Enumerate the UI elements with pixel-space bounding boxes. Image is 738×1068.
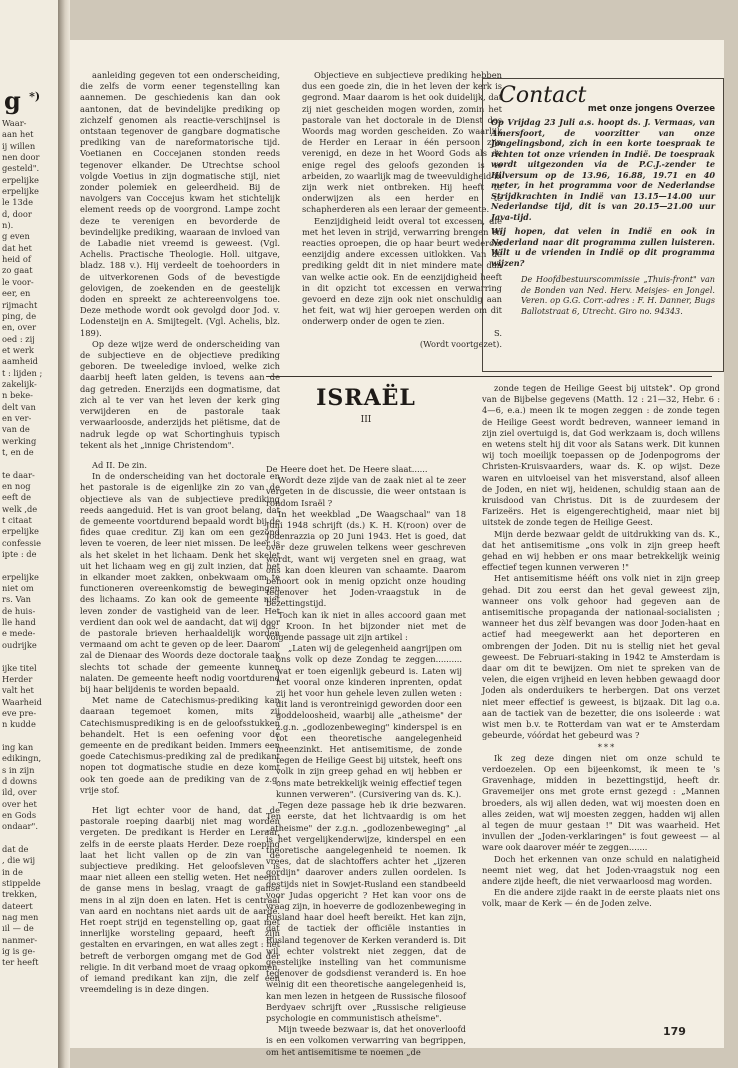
- paragraph: Doch het erkennen van onze schuld en nalatigheid neemt niet weg, dat het Joden-vraagstuk nog een andere zijde heeft, die niet verwaarloosd mag worden.: [482, 853, 720, 886]
- previous-page-text: Waar- aan het ij willen nen door gesteld". erpelijke erpelijke le 13de d, door n). g even dat het heid of zo gaat le voor- eer, en rijmacht ping, de en, over oed : zij et werk aamheid t : lijden ; zakelijk- n beke- delt van en ver- van de werking t, en de te daar- en nog eeft de welk ,de t citaat erpelijke confessie ipte : de erpelijke niet om rs. Van de huis- lle hand e mede- oudrijke ijke titel Herder valt het Waarheid eve pre- n kudde ing kan edikingn, s in zijn d downs ild, over over het en Gods ondaar". dat de , die wij in de stippelde trekken, dateert nag men ıil — de nanmer- ig is ge- ter heeft: [2, 118, 43, 968]
- paragraph: (Wordt voortgezet).: [419, 338, 502, 349]
- column-2: [302, 70, 502, 350]
- paragraph: Eenzijdigheid leidt overal tot excessen, die met het leven in strijd, verwarring brengen en reacties oproepen, die op haar beurt wederom eenzijdig andere excessen uitlokken. Van de prediking geldt dit in niet mindere mate dan van welke actie ook. En de eenzijdigheid heeft in dit opzicht tot excessen en verwarring gevoerd en deze zijn ook niet onschuldig aan het feit, wat wij hier geroepen werden om dit onderwerp onder de ogen te zien.: [302, 215, 502, 327]
- paragraph: Mijn tweede bezwaar is, dat het onoverloofd is en een volkomen verwarring van begrippen, om het antisemitisme te noemen „de: [266, 1024, 466, 1057]
- book-spine: [58, 0, 70, 1068]
- section-divider: [266, 376, 712, 377]
- paragraph: Ad II. De zin.: [92, 459, 147, 470]
- paragraph: Mijn derde bezwaar geldt de uitdrukking van ds. K., dat het antisemitisme „ons volk in zijn greep heeft gehad en wij hebben er ons maar betrekkelijk weinig effectief tegen kunnen verweren !": [482, 528, 720, 573]
- paragraph: aanleiding gegeven tot een onderscheiding, die zelfs de vorm eener tegenstelling kan aannemen. De geschiedenis kan dan ook aantonen, dat de bevindelijke prediking op zichzelf genomen als reactie-verschijnsel is ontstaan tegenover de gangbare dogmatische prediking van de nareformatorische tijd. Voetianen en Coccejanen stonden reeds tegenover elkander. De Utrechtse school volgde Voetius in zijn dogmatische stijl, niet zonder polemiek en geleerdheid. Bij de navolgers van Coccejus kwam het stichtelijk element reeds op de voorgrond. Lampe zocht deze te verenigen en bevorderde de bevindelijke prediking, waaraan de invloed van de Labadie niet vreemd is geweest. (Vgl. Achelis. Practische Theologie. Holl. uitgave, bladz. 188 v.). Hij verdeelt de toehoorders in de uitverkorenen Gods of de bevestigde gelovigen, de zoekenden en de geestelijk doden en spreekt ze achtereenvolgens toe. Deze methode wordt ook gevolgd door Jod. v. Lodensteijn en A. Smijtegelt. (Vgl. Achelis, blz. 189).: [80, 70, 280, 338]
- paragraph: zonde tegen de Heilige Geest bij uitstek". Op grond van de Bijbelse gegevens (Matth. 12 : 21—32, Hebr. 6 : 4—6, e.a.) meen ik te mogen zeggen : de zonde tegen de Heilige Geest wordt bedreven, wanneer iemand in zijn ziel overtuigd is, dat God werkzaam is, doch willens en wetens stelt hij dit voor als Satans werk. Dit kunnen wij toch moeilijk toepassen op de Jodenpogroms der Christen-Kruisvaarders, waar ds. K. op wijst. Deze waren en uitvloeisel van het misverstand, alsof alleen de Joden, en niet wij, heidenen, schuldig staan aan de kruisdood van Christus. Dit is de zuurdesem der Farizeërs. Het is eigengerechtigheid, maar niet bij uitstek de zonde tegen de Heilige Geest.: [482, 383, 720, 528]
- page: [70, 40, 724, 1057]
- israel-column-left: [266, 464, 466, 1058]
- paragraph: De Heere doet het. De Heere slaat......: [266, 464, 428, 474]
- paragraph: En die andere zijde raakt in de eerste plaats niet ons volk, maar de Kerk — én de Joden zelve.: [482, 887, 720, 909]
- paragraph: Het ligt echter voor de hand, dat de pastorale roeping daarbij niet mag worden vergeten. De predikant is Herder en Leraar, zelfs in de eerste plaats Herder. Deze roeping laat het licht vallen op de zin van de subjectieve prediking. Het geloofsleven is maar niet alleen een stellig weten. Het neemt de ganse mens in beslag, vraagt de ganse mens in al zijn doen en laten. Het is centraal van aard en nochtans niet aards uit de aarde. Het roept strijd en tegenstelling op, gaat met innerlijke worsteling gepaard, heeft zijn gestalten en ervaringen, en wat alles zegt : het betreft de verborgen omgang met de God der religie. In dit verband moet de vraag opkomen, of iemand predikant kan zijn, die zelf een vreemdeling is in deze dingen.: [80, 805, 280, 995]
- paragraph: In het weekblad „De Waagschaal" van 18 Juni 1948 schrijft (ds.) K. H. K(roon) over de Jodenrazzia op 20 Juni 1943. Het is goed, dat over deze gruwelen telkens weer geschreven wordt, want wij vergeten snel en graag, wat ons kan doen kleuren van schaamte. Daarom behoort ook in menig opzicht onze houding tegenover het Joden-vraagstuk in de bezettingstijd.: [266, 508, 466, 609]
- page-number: 179: [663, 1025, 686, 1038]
- contact-body: Op Vrijdag 23 Juli a.s. hoopt ds. J. Vermaas, van Amersfoort, de voorzitter van onze Jongelingsbond, zich in een korte toespraak te richten tot onze vrienden in Indië. De toespraak wordt uitgezonden via de P.C.J.-zender te Hilversum op de 13.96, 16.88, 19.71 en 40 meter, in het programma voor de Nederlandse Strijdkrachten in Indië van 13.15—14.00 uur Nederlandse tijd, dit is van 20.15—21.00 uur Java-tijd.: [491, 117, 715, 222]
- paragraph: Het antisemitisme hééft ons volk niet in zijn greep gehad. Dit zou eerst dan het geval geweest zijn, wanneer ons volk gehoor had gegeven aan de antisemitische propaganda der nationaal-socialisten ; wanneer het dus zèlf bevangen was door Joden-haat en actief had meegewerkt aan het deporteren en ombrengen der Joden. Dit nu is stellig niet het geval geweest. De Februari-staking in 1942 te Amsterdam is daar om dit te bewijzen. Om niet te spreken van de velen, die eigen vrijheid en leven hebben gewaagd door Joden als onderduikers te herbergen. Dat ons verzet niet meer effectief is geweest, is bijzaak. Dit lag o.a. aan de tactiek van de bezetter, die ons isoleerde : wat wist men b.v. te Rotterdam van wat er te Amsterdam gebeurde, vóórdat het gebeurd was ?: [482, 573, 720, 741]
- israel-column-right: [482, 383, 720, 910]
- column-1: [80, 70, 280, 995]
- paragraph: „Laten wij de gelegenheid aangrijpen om ons volk op deze Zondag te zeggen.......... wat er toen eigenlijk gebeurd is. Laten wij het vooral onze kinderen inprenten, opdat zij het voor hun gehele leven zullen weten : dit land is verontreinigd geworden door een goddeloosheid, waarbij alle „atheisme" der z.g.n. „godlozenbeweging" kinderspel is en tot een theoretische aangelegenheid ineenzinkt. Het antisemitisme, de zonde tegen de Heilige Geest bij uitstek, heeft ons volk in zijn greep gehad en wij hebben er ons mate betrekkelijk weinig effectief tegen kunnen verweren". (Cursivering van ds. K.).: [276, 643, 462, 799]
- paragraph: Objectieve en subjectieve prediking hebben dus een goede zin, die in het leven der kerk is gegrond. Maar daarom is het ook duidelijk, dat zij niet gescheiden mogen worden, zomin het pastorale van het doctorale in de Dienst des Woords mag worden gescheiden. Zo waarlijk de Herder en Leraar in één persoon zijn verenigd, en deze in het Woord Gods als de enige regel des geloofs gezonden is te arbeiden, zo waarlijk mag de tweevuldigheid in zijn werk niet ontbreken. Hij heeft te onderwijzen als een herder en te schapherderen als een leraar der gemeente.: [302, 70, 502, 215]
- paragraph: Ik zeg deze dingen niet om onze schuld te verdoezelen. Op een bijeenkomst, ik meen te 's Gravenhage, midden in bezettingstijd, heeft dr. Gravemeijer ons met grote ernst gezegd : „Mannen broeders, als wij allen deden, wat wij moesten doen en alles zeiden, wat wij moesten zeggen, hadden wij allen al tegen de muur gestaan !" Dit was waarheid. Het invullen der „Joden-verklaringen" is fout geweest — al ware ook daarover méér te zeggen.......: [482, 752, 720, 853]
- contact-subtitle: met onze jongens Overzee: [587, 104, 715, 114]
- previous-page-fragment: [0, 0, 59, 1068]
- paragraph: Met name de Catechismus-prediking kan daaraan tegemoet komen, mits zij Catechismusprediking is en de geloofsstukken behandelt. Het is een oefening voor de gemeente en de predikant beiden. Immers een goede Catechismus-prediking zal de predikant nopen tot dogmatische studie en deze komt ook ten goede aan de prediking van de z.g. vrije stof.: [80, 695, 280, 795]
- paragraph: ***: [597, 741, 617, 752]
- paragraph: Op deze wijze werd de onderscheiding van de subjectieve en de objectieve prediking geboren. De tweeledige invloed, welke zich daarbij heeft laten gelden, is tevens aan de dag getreden. Enerzijds een dogmatisme, dat zich al te ver van het leven der kerk ging verwijderen en de pastorale taak verwaarloosde, anderzijds het piëtisme, dat de nadruk legde op wat Schortinghuis typisch tekent als het „innige Christendom".: [80, 338, 280, 450]
- article-title: ISRAËL: [316, 385, 416, 411]
- contact-body-2: Wij hopen, dat velen in Indië en ook in Nederland naar dit programma zullen luisteren. Wilt u de vrienden in Indië op dit programma wijzen?: [491, 226, 715, 268]
- paragraph: Toch kan ik niet in alles accoord gaan met ds. Kroon. In het bijzonder niet met de volgende passage uit zijn artikel :: [266, 609, 466, 643]
- contact-box: [482, 78, 724, 372]
- contact-title: Contact: [499, 83, 587, 108]
- contact-signature: De Hoofdbestuurscommissie „Thuis-front" van de Bonden van Ned. Herv. Meisjes- en Jongel. Veren. op G.G. Corr.-adres : F. H. Danner, Bugs Ballotstraat 6, Utrecht. Giro no. 94343.: [521, 274, 715, 316]
- paragraph: S.: [493, 327, 502, 338]
- paragraph: In de onderscheiding van het doctorale en het pastorale is de eigenlijke zin zo van de objectieve als van de subjectieve prediking reeds aangeduid. Het is van groot belang, dat de gemeente voortdurend bepaald wordt bij de fides quae creditur. Zij kan om een gezond leven te voeren, de leer niet missen. De leer is als het skelet in het lichaam. Denk het skelet uit het lichaam weg en gij zult inzien, dat het in elkander moet zakken, onbekwaam om te functioneren overeenkomstig de bewegingen des lichaams. Zo kan ook de gemeente niet leven zonder de vastigheid van de leer. Het verdient dan ook wel de aandacht, dat wij door de pastorale brieven herhaaldelijk worden vermaand om acht te geven op de leer. Daarom zal de Dienaar des Woords deze doctorale taak slechts tot schade der gemeente kunnen nalaten. De gemeente heeft nodig voortdurend bij haar belijdenis te worden bepaald.: [80, 471, 280, 694]
- article-number: III: [360, 415, 372, 425]
- previous-page-title: g *): [4, 86, 41, 115]
- paragraph: Wordt deze zijde van de zaak niet al te zeer vergeten in de discussie, die weer ontstaan is rondom Israël ?: [266, 475, 466, 508]
- paragraph: Tegen deze passage heb ik drie bezwaren. Ten eerste, dat het lichtvaardig is om het „atheisme" der z.g.n. „godlozenbeweging" „al is het vergelijkenderwijze, kinderspel en een theoretische aangelegenheid te noemen. Ik vrees, dat de slachtoffers achter het „ijzeren gordijn" daarover anders zullen oordelen. Is destijds niet in Sowjet-Rusland een standbeeld voor Judas opgericht ? Het kan voor ons de vraag zijn, in hoeverre de godlozenbeweging in Rusland haar doel heeft bereikt. Het kan zijn, dat de tactiek der officiële instanties in Rusland tegenover de Kerken veranderd is. Dit wil echter volstrekt niet zeggen, dat de geestelijke instelling van het communisme tegenover de godsdienst veranderd is. En hoe weinig dit een theoretische aangelegenheid is, kan men lezen in hetgeen de Russische filosoof Berdyaev schrijft over „Russische religieuse psychologie en communistisch atheïsme".: [266, 800, 466, 1023]
